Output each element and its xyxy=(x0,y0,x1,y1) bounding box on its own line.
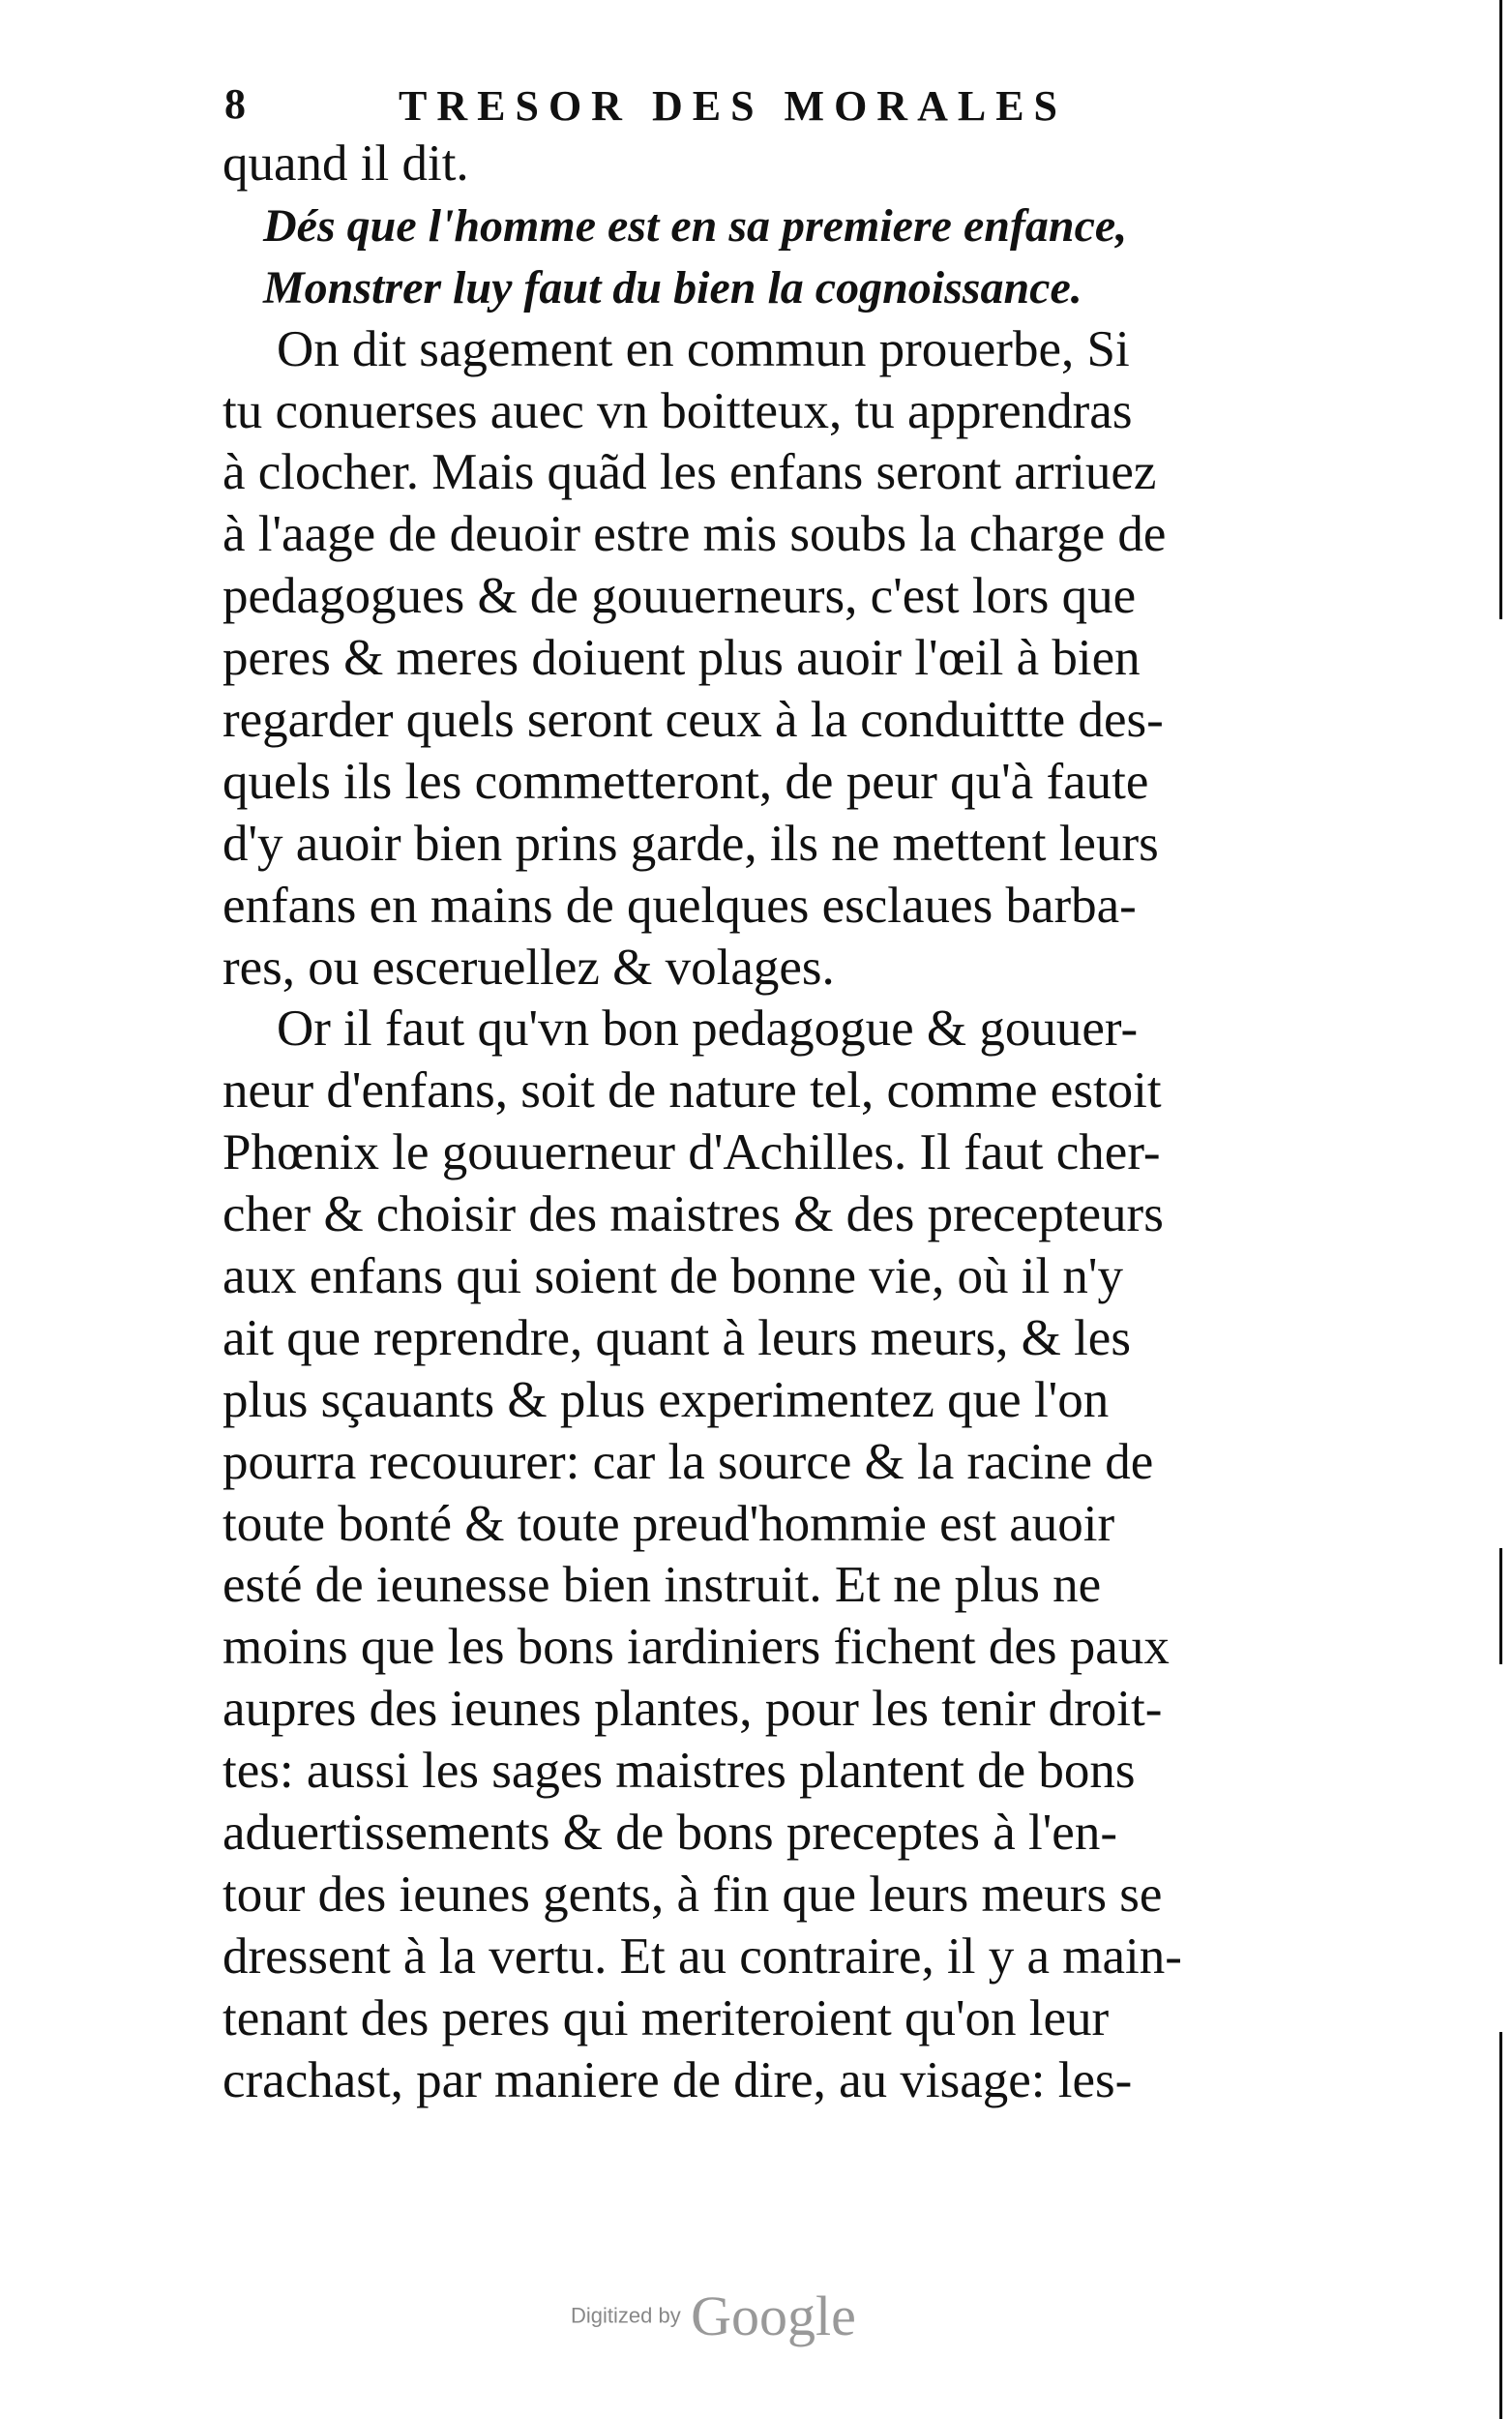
text-line: cher & choisir des maistres & des precepteurs xyxy=(222,1186,1164,1243)
text-line: ait que reprendre, quant à leurs meurs, & les xyxy=(222,1309,1131,1366)
text-line: quand il dit. xyxy=(222,135,469,192)
text-line: res, ou esceruellez & volages. xyxy=(222,939,835,996)
text-line: neur d'enfans, soit de nature tel, comme estoit xyxy=(222,1062,1162,1120)
page-edge-shadow xyxy=(1487,0,1506,2419)
page-number: 8 xyxy=(224,80,246,128)
edge-line xyxy=(1499,2032,1502,2419)
google-logo: Google xyxy=(691,2285,856,2347)
digitization-watermark xyxy=(571,2284,856,2348)
page-header xyxy=(224,75,1095,134)
running-title: TRESOR DES MORALES xyxy=(399,82,1068,130)
text-line: d'y auoir bien prins garde, ils ne mettent leurs xyxy=(222,815,1159,872)
text-line: esté de ieunesse bien instruit. Et ne plus ne xyxy=(222,1557,1102,1614)
text-line: à l'aage de deuoir estre mis soubs la charge de xyxy=(222,506,1167,563)
text-line: toute bonté & toute preud'hommie est auoir xyxy=(222,1495,1115,1552)
text-line: pedagogues & de gouuerneurs, c'est lors que xyxy=(222,568,1137,625)
text-line: peres & meres doiuent plus auoir l'œil à bien xyxy=(222,630,1141,687)
paragraph-start-line: On dit sagement en commun prouerbe, Si xyxy=(277,320,1130,377)
text-line: tour des ieunes gents, à fin que leurs meurs se xyxy=(222,1866,1163,1923)
text-line: quels ils les commetteront, de peur qu'à faute xyxy=(222,753,1149,810)
text-line: aupres des ieunes plantes, pour les tenir droit- xyxy=(222,1681,1163,1738)
text-line: aux enfans qui soient de bonne vie, où il n'y xyxy=(222,1248,1123,1305)
text-line: enfans en mains de quelques esclaues barba- xyxy=(222,877,1137,934)
digitized-by-label: Digitized by xyxy=(571,2303,681,2328)
text-line: regarder quels seront ceux à la conduittte des- xyxy=(222,692,1164,749)
text-line: tu conuerses auec vn boitteux, tu apprendras xyxy=(222,382,1133,439)
text-line: à clocher. Mais quãd les enfans seront arriuez xyxy=(222,444,1157,501)
text-line: dressent à la vertu. Et au contraire, il y a main- xyxy=(222,1927,1182,1985)
text-line: aduertissements & de bons preceptes à l'en- xyxy=(222,1805,1117,1862)
body-text xyxy=(222,134,1316,2112)
text-line: tenant des peres qui meriteroient qu'on leur xyxy=(222,1989,1110,2046)
edge-line xyxy=(1499,0,1502,619)
text-line: plus sçauants & plus experimentez que l'on xyxy=(222,1371,1110,1428)
text-line: crachast, par maniere de dire, au visage: les- xyxy=(222,2051,1133,2108)
edge-line xyxy=(1499,1548,1502,1664)
paragraph-start-line: Or il faut qu'vn bon pedagogue & gouuer- xyxy=(277,1000,1139,1058)
text-line: pourra recouurer: car la source & la racine de xyxy=(222,1433,1154,1490)
text-line: tes: aussi les sages maistres plantent de bons xyxy=(222,1743,1136,1800)
verse-line: Dés que l'homme est en sa premiere enfance, xyxy=(263,199,1128,252)
verse-line: Monstrer luy faut du bien la cognoissance. xyxy=(263,261,1082,314)
text-line: moins que les bons iardiniers fichent des paux xyxy=(222,1619,1170,1676)
text-line: Phœnix le gouuerneur d'Achilles. Il faut cher- xyxy=(222,1124,1161,1181)
